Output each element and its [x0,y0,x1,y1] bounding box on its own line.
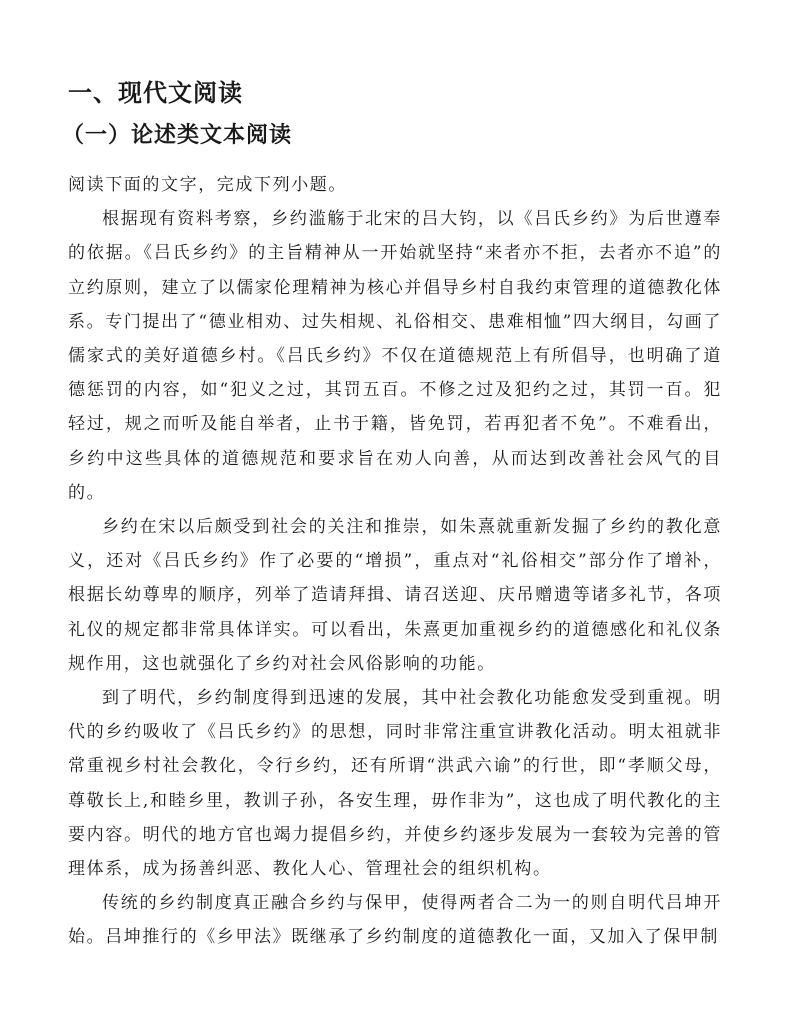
section-title: 一、现代文阅读 [68,79,243,107]
reading-passage [68,168,722,955]
subsection-title: （一）论述类文本阅读 [62,123,293,148]
passage-paragraph-2: 乡约在宋以后颇受到社会的关注和推崇，如朱熹就重新发掘了乡约的教化意义，还对《吕氏乡约》作了必要的“增损”，重点对“礼俗相交”部分作了增补，根据长幼尊卑的顺序，列举了造请拜揖、请召送迎、庆吊赠遗等诸多礼节，各项礼仪的规定都非常具体详实。可以看出，朱熹更加重视乡约的道德感化和礼仪条规作用，这也就强化了乡约对社会风俗影响的功能。 [68,517,722,674]
passage-paragraph-4: 传统的乡约制度真正融合乡约与保甲，使得两者合二为一的则自明代吕坤开始。吕坤推行的《乡甲法》既继承了乡约制度的道德教化一面，又加入了保甲制 [68,893,722,948]
passage-paragraph-1: 根据现有资料考察，乡约滥觞于北宋的吕大钧，以《吕氏乡约》为后世遵奉的依据。《吕氏乡约》的主旨精神从一开始就坚持“来者亦不拒，去者亦不追”的立约原则，建立了以儒家伦理精神为核心并倡导乡村自我约束管理的道德教化体系。专门提出了“德业相劝、过失相规、礼俗相交、患难相恤”四大纲目，勾画了儒家式的美好道德乡村。《吕氏乡约》不仅在道德规范上有所倡导，也明确了道德惩罚的内容，如“犯义之过，其罚五百。不修之过及犯约之过，其罚一百。犯轻过，规之而听及能自举者，止书于籍，皆免罚，若再犯者不免”。不难看出，乡约中这些具体的道德规范和要求旨在劝人向善，从而达到改善社会风气的目的。 [68,209,722,503]
reading-instruction: 阅读下面的文字，完成下列小题。 [68,175,347,195]
passage-paragraph-3: 到了明代，乡约制度得到迅速的发展，其中社会教化功能愈发受到重视。明代的乡约吸收了《吕氏乡约》的思想，同时非常注重宣讲教化活动。明太祖就非常重视乡村社会教化，令行乡约，还有所谓“洪武六谕”的行世，即“孝顺父母，尊敬长上,和睦乡里，教训子孙，各安生理，毋作非为”，这也成了明代教化的主要内容。明代的地方官也竭力提倡乡约，并使乡约逐步发展为一套较为完善的管理体系，成为扬善纠恶、教化人心、管理社会的组织机构。 [68,688,722,880]
